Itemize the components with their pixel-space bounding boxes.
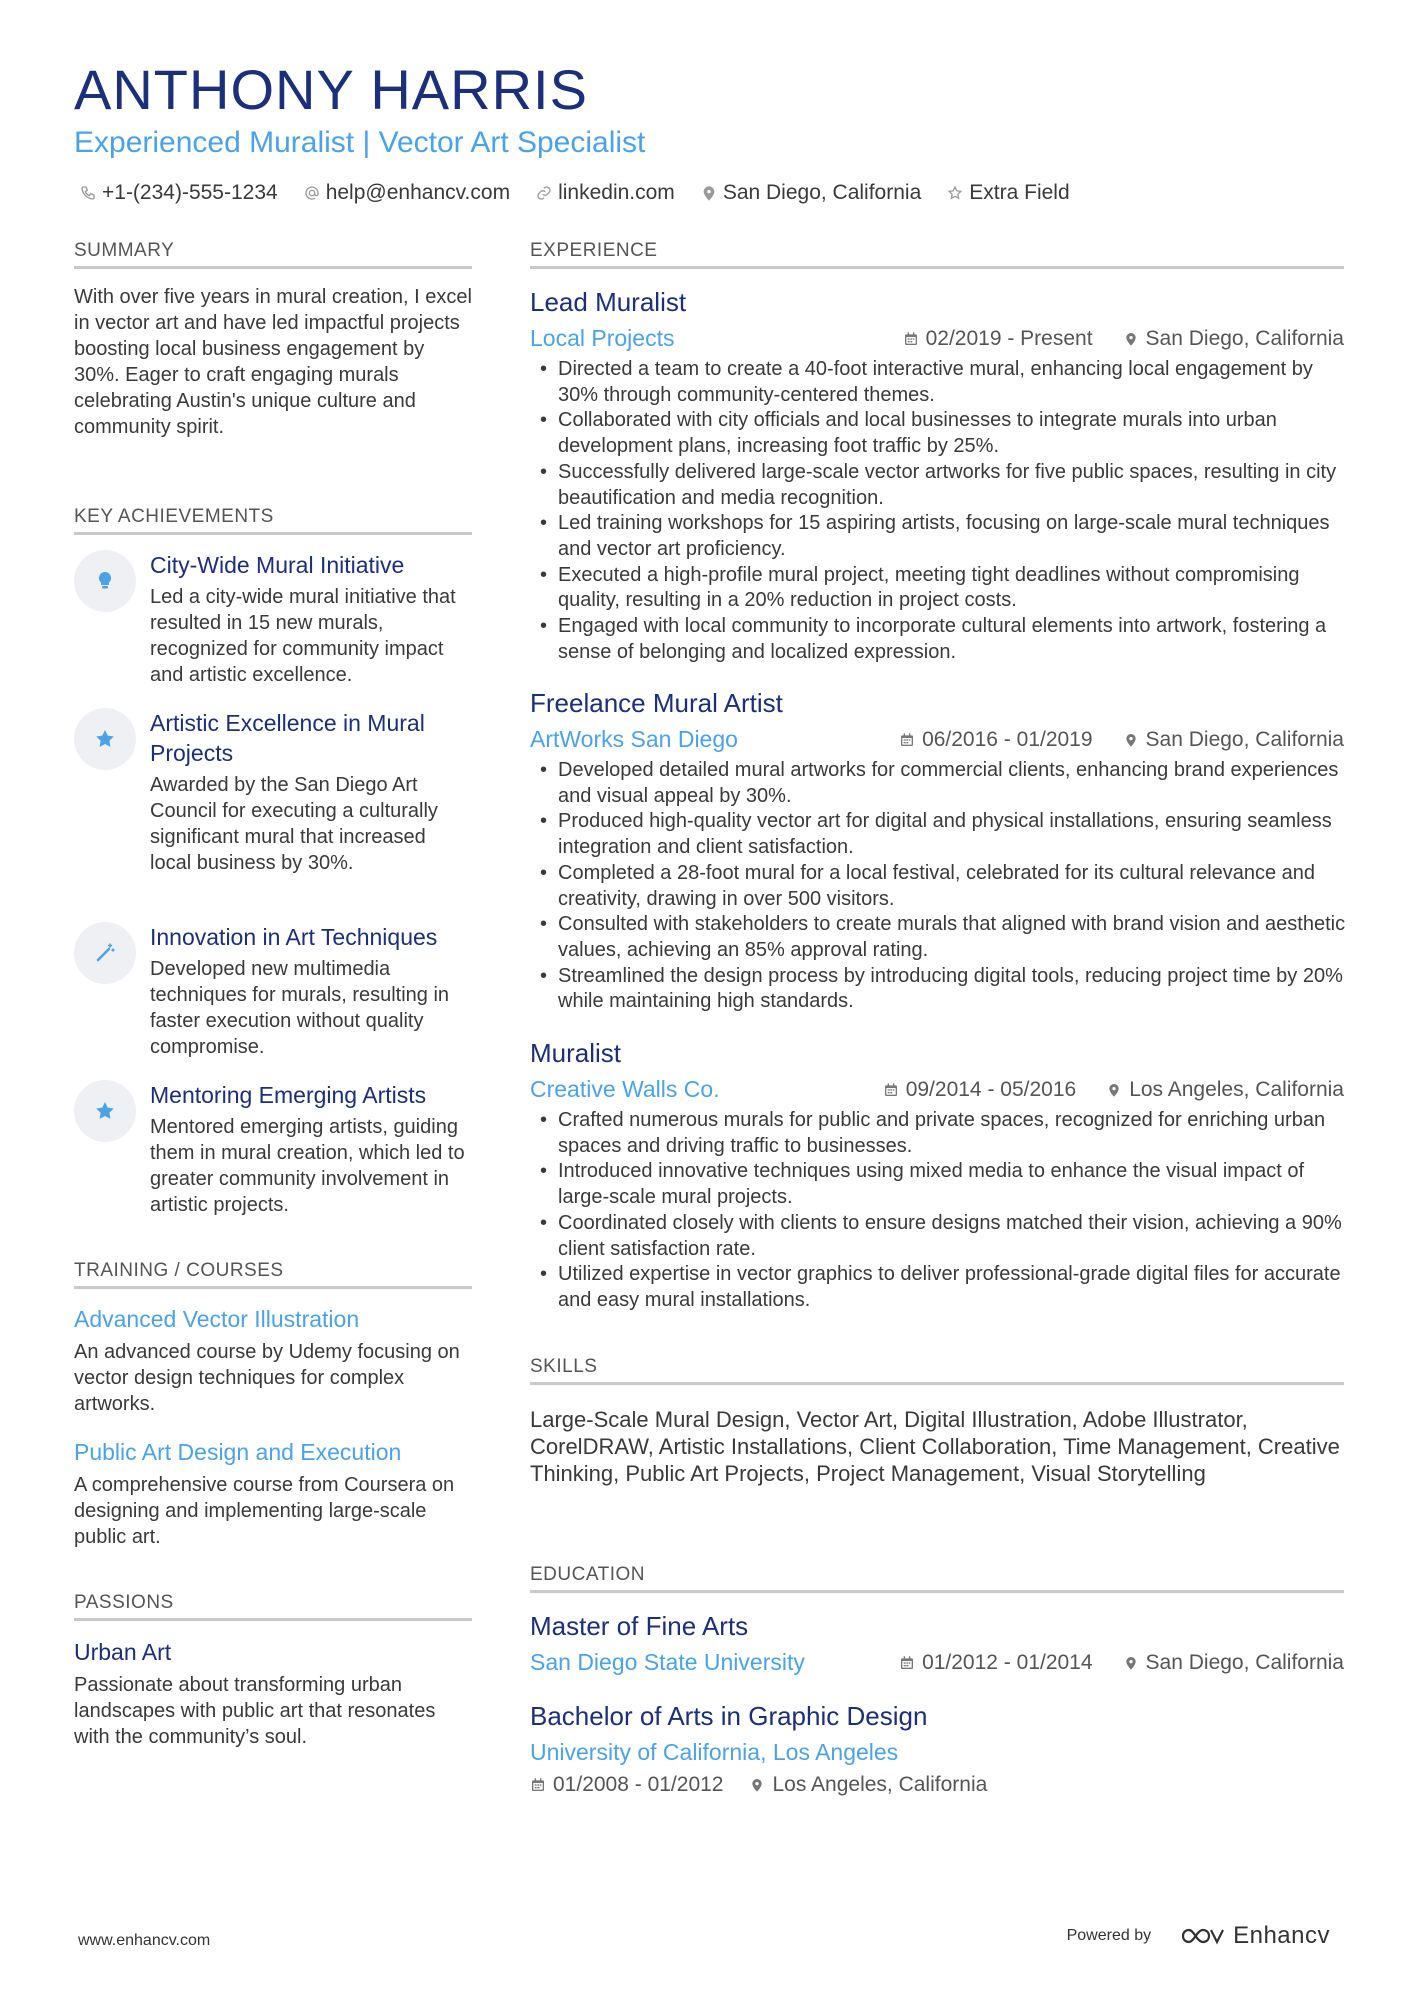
training-heading: TRAINING / COURSES <box>74 1260 472 1289</box>
job-location-text: San Diego, California <box>1145 327 1344 350</box>
contact-phone-text: +1-(234)-555-1234 <box>102 181 278 204</box>
list-item: • Executed a high-profile mural project, meeting tight deadlines without compromising quality, resulting in a 20% reduction in project costs. <box>530 563 1350 614</box>
powered-by-label: Powered by <box>1066 1927 1152 1944</box>
job-meta <box>899 728 1344 752</box>
enhancv-logo-icon <box>1177 1924 1225 1948</box>
list-item: • Utilized expertise in vector graphics to deliver professional-grade digital files for accurate and easy mural installations. <box>530 1262 1350 1313</box>
location-icon <box>1123 732 1139 748</box>
job-dates-text: 06/2016 - 01/2019 <box>922 728 1093 751</box>
achievement-desc: Led a city-wide mural initiative that resulted in 15 new murals, recognized for community impact and artistic excellence. <box>150 586 456 686</box>
list-item: • Developed detailed mural artworks for commercial clients, enhancing brand experiences and visual appeal by 30%. <box>530 758 1350 809</box>
list-item: • Completed a 28-foot mural for a local festival, celebrated for its cultural relevance and creativity, drawing in over 500 visitors. <box>530 861 1350 912</box>
job-dates <box>883 1078 1076 1102</box>
brand-name: Enhancv <box>1233 1922 1330 1949</box>
job-company: Creative Walls Co. <box>530 1076 720 1102</box>
job-bullets <box>530 758 1350 1015</box>
lightbulb-icon <box>93 569 117 593</box>
education-meta <box>899 1651 1344 1675</box>
candidate-name: ANTHONY HARRIS <box>74 58 588 121</box>
achievement-desc: Awarded by the San Diego Art Council for executing a culturally significant mural that increased local business by 30%. <box>150 774 438 874</box>
list-item: • Streamlined the design process by introducing digital tools, reducing project time by 20% while maintaining high standards. <box>530 964 1350 1015</box>
education-dates <box>899 1651 1092 1675</box>
passion-desc: Passionate about transforming urban landscapes with public art that resonates with the community’s soul. <box>74 1674 436 1748</box>
contact-extra <box>947 181 1069 205</box>
list-item: • Successfully delivered large-scale vector artworks for five public spaces, resulting in city beautification and media recognition. <box>530 460 1350 511</box>
achievement-title: Mentoring Emerging Artists <box>150 1082 427 1108</box>
contact-location-text: San Diego, California <box>722 181 922 204</box>
star-icon <box>93 1099 117 1123</box>
education-degree: Bachelor of Arts in Graphic Design <box>530 1701 928 1731</box>
achievement-desc: Mentored emerging artists, guiding them in mural creation, which led to greater community involvement in artistic projects. <box>150 1116 465 1216</box>
list-item: • Engaged with local community to incorporate cultural elements into artwork, fostering a sense of belonging and localized expression. <box>530 614 1350 665</box>
list-item: • Consulted with stakeholders to create murals that aligned with brand vision and aesthetic values, achieving an 85% approval rating. <box>530 912 1350 963</box>
job-location <box>1106 1078 1344 1102</box>
job-title: Muralist <box>530 1038 622 1068</box>
education-location <box>1123 1651 1344 1675</box>
footer-branding <box>1067 1922 1330 1950</box>
job-dates <box>899 728 1092 752</box>
contact-linkedin-text: linkedin.com <box>558 181 675 204</box>
summary-heading: SUMMARY <box>74 240 472 269</box>
calendar-icon <box>899 732 915 748</box>
location-icon <box>1106 1082 1122 1098</box>
list-item: • Coordinated closely with clients to ensure designs matched their vision, achieving a 90% client satisfaction rate. <box>530 1211 1350 1262</box>
job-location-text: San Diego, California <box>1145 728 1344 751</box>
contact-extra-text: Extra Field <box>969 181 1070 204</box>
achievement-icon-circle <box>74 708 136 770</box>
list-item: • Directed a team to create a 40-foot interactive mural, enhancing local engagement by 30% through community-centered themes. <box>530 357 1350 408</box>
list-item: • Crafted numerous murals for public and private spaces, recognized for enriching urban spaces and driving traffic to businesses. <box>530 1108 1350 1159</box>
achievement-icon-circle <box>74 1080 136 1142</box>
achievement-title: City-Wide Mural Initiative <box>150 552 405 578</box>
passions-heading: PASSIONS <box>74 1592 472 1621</box>
achievement-icon-circle <box>74 922 136 984</box>
education-location-text: San Diego, California <box>1145 1651 1344 1674</box>
list-item: • Collaborated with city officials and local businesses to integrate murals into urban development plans, increasing foot traffic by 25%. <box>530 408 1350 459</box>
job-dates-text: 09/2014 - 05/2016 <box>905 1078 1077 1101</box>
passion-title: Urban Art <box>74 1639 172 1665</box>
job-location <box>1123 327 1344 351</box>
candidate-subtitle: Experienced Muralist | Vector Art Specialist <box>74 126 646 159</box>
education-dates <box>530 1773 723 1797</box>
job-bullets <box>530 1108 1350 1314</box>
location-icon <box>1123 331 1139 347</box>
education-school: San Diego State University <box>530 1649 805 1675</box>
education-location <box>749 1773 987 1797</box>
phone-icon <box>80 185 96 201</box>
calendar-icon <box>903 331 919 347</box>
contact-linkedin[interactable] <box>536 181 675 205</box>
course-desc: An advanced course by Udemy focusing on vector design techniques for complex artworks. <box>74 1341 460 1415</box>
education-degree: Master of Fine Arts <box>530 1611 749 1641</box>
job-location <box>1123 728 1344 752</box>
job-company: Local Projects <box>530 325 675 351</box>
star-icon <box>93 727 117 751</box>
contact-bar <box>80 181 1096 205</box>
job-dates <box>903 327 1093 351</box>
contact-location <box>701 181 921 205</box>
summary-text: With over five years in mural creation, I excel in vector art and have led impactful projects boosting local business engagement by 30%. Eager to craft engaging murals celebrating Austin's unique culture and community spirit. <box>74 286 472 438</box>
job-location-text: Los Angeles, California <box>1129 1078 1344 1101</box>
job-meta <box>903 327 1344 351</box>
job-meta <box>883 1078 1344 1102</box>
education-meta <box>530 1773 987 1797</box>
contact-email[interactable] <box>304 181 510 205</box>
achievement-desc: Developed new multimedia techniques for murals, resulting in faster execution without quality compromise. <box>150 958 450 1058</box>
skills-heading: SKILLS <box>530 1356 1344 1385</box>
contact-email-text: help@enhancv.com <box>325 181 511 204</box>
link-icon <box>536 185 552 201</box>
list-item: • Produced high-quality vector art for digital and physical installations, ensuring seamless integration and client satisfaction. <box>530 809 1350 860</box>
achievements-heading: KEY ACHIEVEMENTS <box>74 506 472 535</box>
location-icon <box>1123 1655 1139 1671</box>
education-school: University of California, Los Angeles <box>530 1739 899 1765</box>
calendar-icon <box>883 1082 899 1098</box>
education-location-text: Los Angeles, California <box>772 1773 988 1796</box>
footer-website[interactable]: www.enhancv.com <box>78 1932 211 1949</box>
calendar-icon <box>899 1655 915 1671</box>
skills-text: Large-Scale Mural Design, Vector Art, Digital Illustration, Adobe Illustrator, CorelDRAW, Artistic Installations, Client Collaboration, Time Management, Creative Thinking, Public Art Projects, Project Management, Visual Storytelling <box>530 1407 1340 1486</box>
education-dates-text: 01/2008 - 01/2012 <box>553 1773 724 1796</box>
location-icon <box>701 185 717 201</box>
achievement-icon-circle <box>74 550 136 612</box>
achievement-title: Innovation in Art Techniques <box>150 924 438 950</box>
job-dates-text: 02/2019 - Present <box>925 327 1093 350</box>
course-desc: A comprehensive course from Coursera on designing and implementing large-scale public art. <box>74 1474 455 1548</box>
magic-wand-icon <box>93 941 117 965</box>
job-title: Freelance Mural Artist <box>530 688 783 718</box>
contact-phone[interactable] <box>80 181 278 205</box>
education-heading: EDUCATION <box>530 1564 1344 1593</box>
list-item: • Introduced innovative techniques using mixed media to enhance the visual impact of large-scale mural projects. <box>530 1159 1350 1210</box>
experience-heading: EXPERIENCE <box>530 240 1344 269</box>
list-item: • Led training workshops for 15 aspiring artists, focusing on large-scale mural techniques and vector art proficiency. <box>530 511 1350 562</box>
achievement-title: Artistic Excellence in Mural Projects <box>150 710 425 766</box>
job-company: ArtWorks San Diego <box>530 726 738 752</box>
at-icon <box>304 185 320 201</box>
location-icon <box>749 1777 765 1793</box>
course-title: Advanced Vector Illustration <box>74 1306 360 1332</box>
job-bullets <box>530 357 1350 665</box>
job-title: Lead Muralist <box>530 287 687 317</box>
star-icon <box>947 185 963 201</box>
calendar-icon <box>530 1777 546 1793</box>
course-title: Public Art Design and Execution <box>74 1439 402 1465</box>
education-dates-text: 01/2012 - 01/2014 <box>922 1651 1093 1674</box>
